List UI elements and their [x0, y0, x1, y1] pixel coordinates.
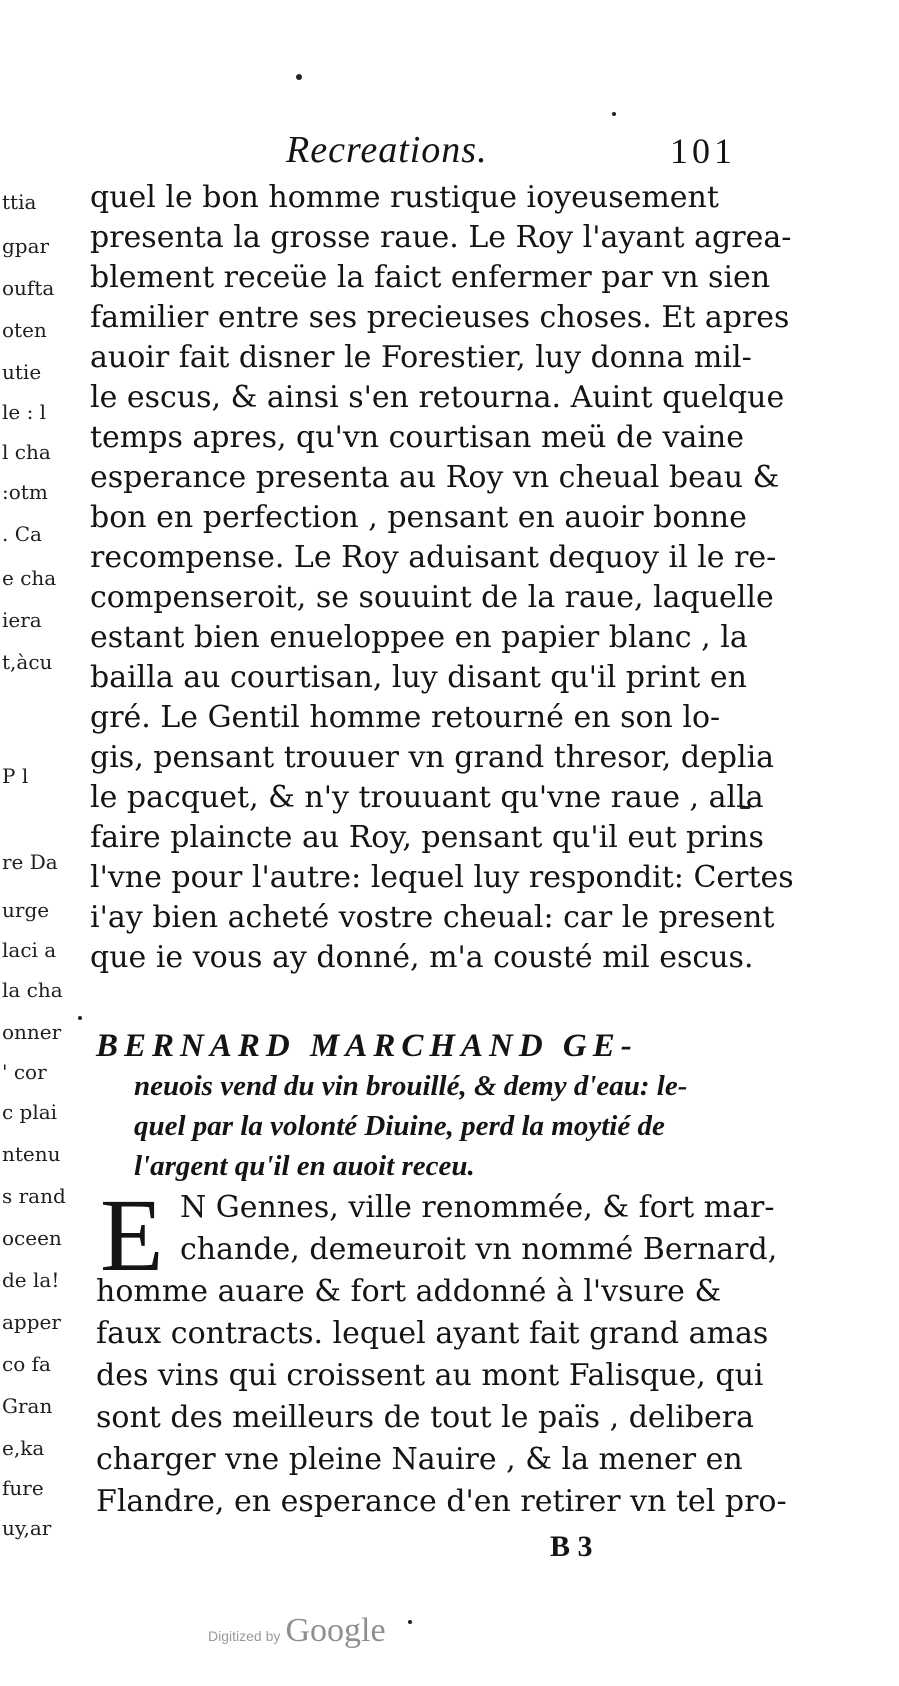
margin-fragment: e cha: [2, 566, 57, 590]
signature-mark: B 3: [550, 1530, 593, 1563]
margin-fragment: t,àcu: [2, 650, 53, 674]
margin-fragment: oten: [2, 318, 47, 342]
margin-fragment: c plai: [2, 1100, 58, 1124]
text-line: blement receüe la faict enfermer par vn sien: [90, 260, 771, 295]
text-line: le pacquet, & n'y trouuant qu'vne raue , alla: [90, 780, 764, 815]
margin-fragment: re Da: [2, 850, 58, 874]
margin-fragment: apper: [2, 1310, 61, 1334]
ink-speck: [78, 1016, 82, 1020]
text-line: i'ay bien acheté vostre cheual: car le present: [90, 900, 775, 935]
margin-fragment: iera: [2, 608, 42, 632]
margin-fragment: ntenu: [2, 1142, 61, 1166]
margin-fragment: oceen: [2, 1226, 62, 1250]
text-line: Flandre, en esperance d'en retirer vn tel pro-: [96, 1484, 787, 1519]
margin-fragment: Gran: [2, 1394, 53, 1418]
margin-fragment: laci a: [2, 938, 57, 962]
ink-speck: [408, 1620, 412, 1624]
text-line: l'vne pour l'autre: lequel luy respondit: Certes: [90, 860, 794, 895]
text-line: charger vne pleine Nauire , & la mener en: [96, 1442, 743, 1477]
ink-speck: [612, 112, 616, 116]
text-line: N Gennes, ville renommée, & fort mar-: [180, 1190, 775, 1225]
text-line: le escus, & ainsi s'en retourna. Auint quelque: [90, 380, 785, 415]
margin-fragment: utie: [2, 360, 42, 384]
text-line: estant bien enueloppee en papier blanc , la: [90, 620, 748, 655]
margin-fragment: gpar: [2, 234, 50, 258]
text-line: gis, pensant trouuer vn grand thresor, deplia: [90, 740, 775, 775]
text-line: quel le bon homme rustique ioyeusement: [90, 180, 719, 215]
margin-fragment: l cha: [2, 440, 51, 464]
margin-fragment: e,ka: [2, 1436, 45, 1460]
ink-speck: [296, 74, 302, 80]
text-line: bailla au courtisan, luy disant qu'il print en: [90, 660, 747, 695]
page-number: 101: [670, 131, 736, 171]
margin-fragment: P l: [2, 764, 29, 788]
margin-fragment: co fa: [2, 1352, 51, 1376]
text-line: familier entre ses precieuses choses. Et apres: [90, 300, 790, 335]
text-line: presenta la grosse raue. Le Roy l'ayant agrea-: [90, 220, 792, 255]
text-line: homme auare & fort addonné à l'vsure &: [96, 1274, 722, 1309]
text-line: esperance presenta au Roy vn cheual beau &: [90, 460, 780, 495]
text-line: chande, demeuroit vn nommé Bernard,: [180, 1232, 778, 1267]
text-line: gré. Le Gentil homme retourné en son lo-: [90, 700, 721, 735]
margin-fragment: la cha: [2, 978, 63, 1002]
subheading-line: neuois vend du vin brouillé, & demy d'eau: le-: [134, 1070, 688, 1102]
text-line: auoir fait disner le Forestier, luy donna mil-: [90, 340, 752, 375]
margin-fragment: le : l: [2, 400, 47, 424]
margin-fragment: fure: [2, 1476, 44, 1500]
section-heading: BERNARD MARCHAND GE-: [96, 1028, 638, 1064]
text-line: faux contracts. lequel ayant fait grand amas: [96, 1316, 769, 1351]
google-logo: Google: [285, 1612, 386, 1649]
text-line: compenseroit, se souuint de la raue, laquelle: [90, 580, 774, 615]
subheading-line: quel par la volonté Diuine, perd la moytié de: [134, 1110, 665, 1142]
digitized-watermark: [208, 1612, 386, 1650]
margin-fragment: uy,ar: [2, 1516, 52, 1540]
margin-fragment: onner: [2, 1020, 62, 1044]
margin-fragment: urge: [2, 898, 50, 922]
text-line: temps apres, qu'vn courtisan meü de vaine: [90, 420, 744, 455]
watermark-prefix: Digitized by: [208, 1628, 281, 1644]
subheading-line: l'argent qu'il en auoit receu.: [134, 1150, 475, 1182]
text-line: recompense. Le Roy aduisant dequoy il le re-: [90, 540, 777, 575]
text-line: bon en perfection , pensant en auoir bonne: [90, 500, 747, 535]
running-head-title: Recreations.: [286, 129, 488, 171]
margin-fragment: ' cor: [2, 1060, 47, 1084]
margin-fragment: :otm: [2, 480, 48, 504]
margin-fragment: . Ca: [2, 522, 42, 546]
text-line: faire plaincte au Roy, pensant qu'il eut prins: [90, 820, 764, 855]
text-line: que ie vous ay donné, m'a cousté mil escus.: [90, 940, 754, 975]
text-line: sont des meilleurs de tout le païs , delibera: [96, 1400, 755, 1435]
margin-fragment: de la!: [2, 1268, 60, 1292]
margin-fragment: s rand: [2, 1184, 66, 1208]
margin-fragment: ttia: [2, 190, 37, 214]
drop-cap: E: [100, 1178, 164, 1293]
text-line: des vins qui croissent au mont Falisque, qui: [96, 1358, 764, 1393]
margin-fragment: oufta: [2, 276, 55, 300]
